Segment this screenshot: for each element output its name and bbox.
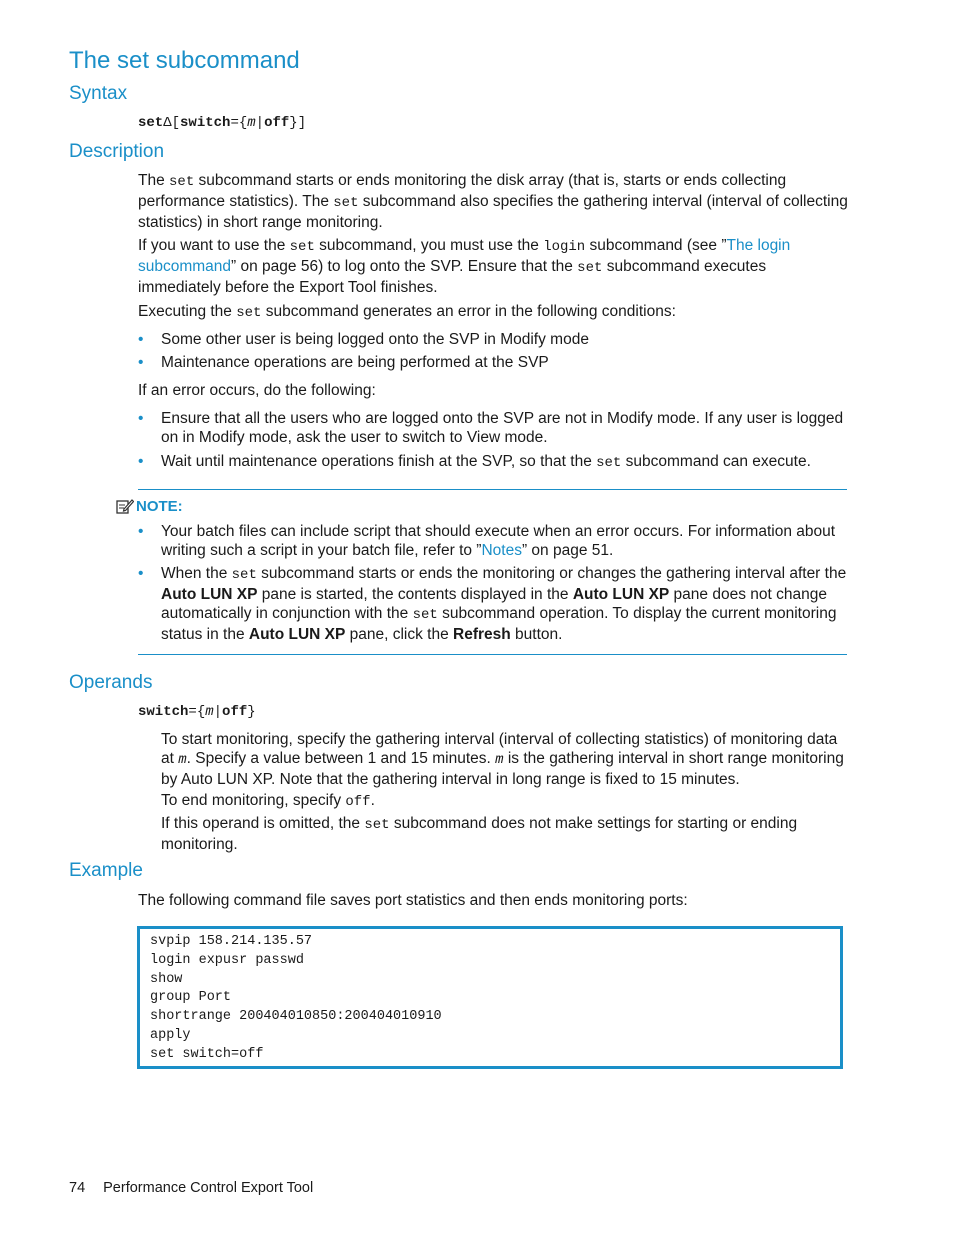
list-item-text	[161, 452, 850, 473]
description-heading: Description	[69, 141, 165, 162]
code-line: svpip 158.214.135.57	[150, 934, 313, 949]
description-paragraph-3	[138, 302, 850, 323]
bullet-icon: •	[138, 354, 144, 371]
bold-term: Refresh	[453, 626, 511, 643]
operand-syntax	[138, 704, 256, 720]
list-item	[138, 409, 850, 447]
inline-code: login	[543, 239, 586, 255]
syntax-switch: switch	[180, 115, 231, 131]
description-paragraph-4: If an error occurs, do the following:	[138, 382, 376, 399]
text-span: ” on page 56) to log onto the SVP. Ensure that the	[231, 258, 578, 275]
inline-code: set	[577, 260, 603, 276]
page-number: 74	[69, 1180, 86, 1196]
page-footer	[69, 1180, 331, 1196]
syntax-bar: |	[255, 115, 265, 131]
inline-code: set	[169, 174, 195, 190]
text-span: subcommand operation. To display the current monitoring status in the	[161, 605, 837, 643]
list-item-text: Some other user is being logged onto the SVP in Modify mode	[161, 331, 589, 348]
text-span: subcommand does not make settings for starting or ending monitoring.	[161, 815, 798, 853]
text-span: subcommand executes immediately before the Export Tool finishes.	[138, 258, 767, 296]
text-span: pane is started, the contents displayed in the	[257, 586, 573, 603]
operand-off: off	[222, 704, 248, 720]
list-item	[138, 452, 850, 473]
operand-paragraph-1	[161, 730, 850, 789]
text-span: When the	[161, 565, 232, 582]
text-span: .	[370, 792, 375, 809]
list-item-text	[161, 564, 850, 644]
text-span: subcommand generates an error in the following conditions:	[261, 303, 676, 320]
text-span: . Specify a value between 1 and 15 minutes.	[186, 750, 496, 767]
operand-close: }	[247, 704, 256, 720]
footer-title: Performance Control Export Tool	[103, 1180, 314, 1196]
inline-code: set	[412, 607, 438, 623]
list-item	[138, 564, 850, 644]
operand-paragraph-2	[161, 791, 850, 812]
login-subcommand-link[interactable]: The login subcommand	[138, 237, 791, 275]
bold-term: Auto LUN XP	[161, 586, 258, 603]
text-span: If this operand is omitted, the	[161, 815, 365, 832]
description-paragraph-2	[138, 236, 850, 297]
inline-code: set	[333, 195, 359, 211]
code-line: show	[150, 971, 183, 987]
operand-eq: ={	[188, 704, 206, 720]
text-span: Your batch files can include script that should execute when an error occurs. For information about writing such a script in your batch file, refer to ”	[161, 523, 836, 559]
text-span: pane, click the	[345, 626, 454, 643]
code-line: login expusr passwd	[150, 952, 304, 968]
list-item-text	[161, 522, 850, 560]
bullet-icon: •	[138, 565, 144, 582]
text-span: ” on page 51.	[521, 542, 614, 559]
inline-code: m	[495, 752, 504, 768]
list-item	[138, 330, 850, 349]
text-span: The	[138, 172, 170, 189]
syntax-m: m	[247, 115, 256, 131]
operand-switch: switch	[138, 704, 189, 720]
code-line: set switch=off	[150, 1046, 264, 1062]
syntax-eq: ={	[230, 115, 248, 131]
bullet-icon: •	[138, 410, 144, 427]
text-span: button.	[510, 626, 563, 643]
syntax-line	[138, 115, 306, 131]
list-item	[138, 353, 850, 372]
text-span: Wait until maintenance operations finish at the SVP, so that the	[161, 453, 597, 470]
text-span: is the gathering interval in short range monitoring by Auto LUN XP. Note that the gathering interval in long range is fixed to 15 minutes.	[161, 750, 844, 788]
bold-term: Auto LUN XP	[248, 626, 346, 643]
text-span: subcommand starts or ends monitoring the disk array (that is, starts or ends collecting performance statistics). The	[138, 172, 787, 210]
text-span: If you want to use the	[138, 237, 290, 254]
code-line: shortrange 200404010850:200404010910	[150, 1009, 442, 1025]
text-span: To end monitoring, specify	[161, 792, 346, 809]
syntax-cmd: set	[138, 115, 164, 131]
page-title: The set subcommand	[69, 47, 300, 74]
operand-bar: |	[213, 704, 223, 720]
text-span: Executing the	[138, 303, 237, 320]
bold-term: Auto LUN XP	[572, 586, 670, 603]
text-span: subcommand also specifies the gathering interval (interval of collecting statistics) in short range monitoring.	[138, 193, 848, 231]
inline-code: set	[236, 305, 262, 321]
syntax-off: off	[264, 115, 290, 131]
list-item-text: Maintenance operations are being performed at the SVP	[161, 354, 549, 371]
example-intro: The following command file saves port statistics and then ends monitoring ports:	[138, 892, 688, 909]
text-span: subcommand can execute.	[621, 453, 811, 470]
note-pencil-icon	[116, 498, 134, 514]
text-span: pane does not change automatically in conjunction with the	[161, 586, 827, 622]
syntax-delta: Δ	[163, 115, 172, 131]
inline-code: set	[231, 567, 257, 583]
description-paragraph-1	[138, 171, 850, 232]
divider	[138, 489, 847, 490]
inline-code: set	[596, 455, 622, 471]
syntax-heading: Syntax	[69, 83, 128, 104]
notes-link[interactable]: Notes	[481, 542, 522, 559]
code-line: apply	[150, 1027, 191, 1043]
inline-code: off	[345, 794, 371, 810]
syntax-open: [	[171, 115, 181, 131]
divider	[138, 654, 847, 655]
inline-code: m	[178, 752, 187, 768]
text-span: subcommand, you must use the	[314, 237, 544, 254]
syntax-close: }]	[289, 115, 307, 131]
note-label	[116, 498, 183, 515]
bullet-icon: •	[138, 523, 144, 540]
bullet-icon: •	[138, 453, 144, 470]
operands-heading: Operands	[69, 672, 153, 693]
operand-paragraph-3	[161, 814, 850, 854]
text-span: subcommand starts or ends the monitoring or changes the gathering interval after the	[256, 565, 847, 582]
inline-code: set	[364, 817, 390, 833]
code-block	[137, 926, 843, 1069]
example-heading: Example	[69, 860, 143, 881]
text-span: To start monitoring, specify the gathering interval (interval of collecting statistics) of monitoring data at	[161, 731, 838, 767]
inline-code: set	[289, 239, 315, 255]
note-label-text: NOTE:	[136, 498, 183, 515]
operand-m: m	[205, 704, 214, 720]
text-span: subcommand (see ”	[585, 237, 727, 254]
list-item-text: Ensure that all the users who are logged onto the SVP are not in Modify mode. If any user is logged on in Modify mode, ask the user to switch to View mode.	[161, 410, 844, 446]
bullet-icon: •	[138, 331, 144, 348]
list-item	[138, 522, 850, 560]
code-line: group Port	[150, 990, 232, 1006]
